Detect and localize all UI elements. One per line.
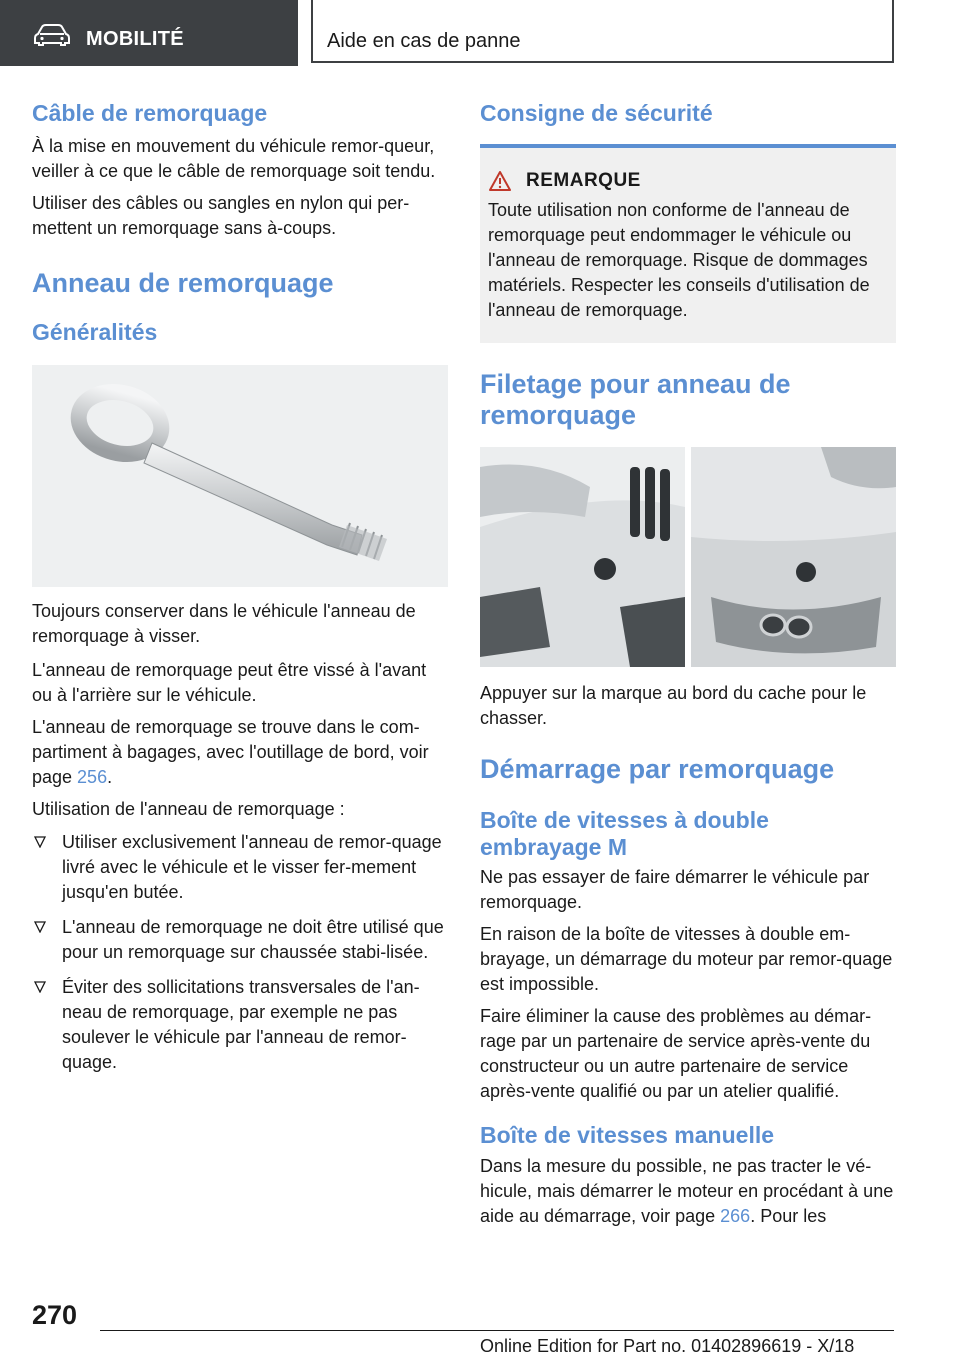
tow-ring-illustration xyxy=(32,365,448,587)
usage-list xyxy=(32,830,448,1075)
front-bumper-illustration xyxy=(480,447,685,667)
section-tab[interactable] xyxy=(0,0,298,66)
list-item xyxy=(32,915,448,965)
usage-paragraph: Utilisation de l'anneau de remorquage : xyxy=(32,798,345,819)
list-item xyxy=(32,830,448,905)
location-period: . xyxy=(107,766,113,787)
notice-header xyxy=(488,170,888,192)
manual-paragraph xyxy=(480,1154,896,1229)
screw-paragraph: L'anneau de remorquage peut être vissé à l'avant ou à l'arrière sur le véhicule. xyxy=(32,659,427,705)
list-item-text: Éviter des sollicitations transversales de l'an-neau de remorquage, par exemple ne pas soulever le véhicule par l'anneau de remor-quage. xyxy=(62,976,420,1072)
page-link-256[interactable]: 256 xyxy=(77,766,108,787)
dct-heading: Boîte de vitesses à double embrayage M xyxy=(480,806,769,860)
list-item-text: Utiliser exclusivement l'anneau de remor-quage livré avec le véhicule et le visser fer-mement jusqu'en butée. xyxy=(62,831,442,902)
car-icon xyxy=(34,24,70,46)
edition-note: Online Edition for Part no. 01402896619 - X/18 xyxy=(480,1336,855,1356)
list-item-text: L'anneau de remorquage ne doit être utilisé que pour un remorquage sur chaussée stabi-lisée. xyxy=(62,916,444,962)
section-label: MOBILITÉ xyxy=(86,28,184,50)
chapter-tab[interactable] xyxy=(311,0,894,63)
cable-paragraph-2: Utiliser des câbles ou sangles en nylon qui per-mettent un remorquage sans à-coups. xyxy=(32,192,410,238)
rear-bumper-photo xyxy=(691,447,896,667)
dct-paragraph-3: Faire éliminer la cause des problèmes au démar-rage par un partenaire de service après-vente du constructeur ou un autre partenaire de service après-vente qualifié ou par un atelier qualifié. xyxy=(480,1005,872,1101)
car-bumper-image xyxy=(480,447,896,667)
tow-ring-image xyxy=(32,365,448,587)
cable-paragraph-1: À la mise en mouvement du véhicule remor-queur, veiller à ce que le câble de remorquage soit tendu. xyxy=(32,135,436,181)
triangle-bullet-icon xyxy=(34,836,46,848)
dct-paragraph-1: Ne pas essayer de faire démarrer le véhicule par remorquage. xyxy=(480,866,870,912)
general-heading: Généralités xyxy=(32,318,158,345)
location-text: L'anneau de remorquage se trouve dans le com-partiment à bagages, avec l'outillage de bord, voir page xyxy=(32,716,429,787)
dct-paragraph-2: En raison de la boîte de vitesses à double em-brayage, un démarrage du moteur par remor-quage est impossible. xyxy=(480,923,893,994)
footer-divider xyxy=(100,1330,894,1331)
press-paragraph: Appuyer sur la marque au bord du cache pour le chasser. xyxy=(480,682,867,728)
keep-paragraph: Toujours conserver dans le véhicule l'anneau de remorquage à visser. xyxy=(32,600,416,646)
location-paragraph xyxy=(32,715,448,790)
manual-text: Dans la mesure du possible, ne pas tracter le vé-hicule, mais démarrer le moteur en procédant à une aide au démarrage, voir page xyxy=(480,1155,894,1226)
chapter-label: Aide en cas de panne xyxy=(327,30,521,52)
page-link-266[interactable]: 266 xyxy=(720,1205,751,1226)
triangle-bullet-icon xyxy=(34,921,46,933)
notice-text: Toute utilisation non conforme de l'anneau de remorquage peut endommager le véhicule ou l'anneau de remorquage. Risque de dommages matériels. Respecter les conseils d'utilisation de l'anneau de remorquage. xyxy=(488,199,870,320)
warning-triangle-icon xyxy=(488,170,512,192)
right-column xyxy=(480,100,896,1229)
front-bumper-photo xyxy=(480,447,685,667)
manual-heading: Boîte de vitesses manuelle xyxy=(480,1121,775,1148)
notice-title: REMARQUE xyxy=(526,169,641,191)
notice-box xyxy=(480,144,896,343)
safety-heading: Consigne de sécurité xyxy=(480,100,713,126)
triangle-bullet-icon xyxy=(34,981,46,993)
list-item xyxy=(32,975,448,1075)
ring-heading: Anneau de remorquage xyxy=(32,267,334,298)
rear-bumper-illustration xyxy=(691,447,896,667)
page-header xyxy=(0,0,960,66)
manual-text-end: . Pour les xyxy=(750,1205,827,1226)
left-column xyxy=(32,100,448,1075)
cable-heading: Câble de remorquage xyxy=(32,100,268,126)
tow-start-heading: Démarrage par remorquage xyxy=(480,753,835,784)
thread-heading: Filetage pour anneau de remorquage xyxy=(480,368,791,430)
page-number: 270 xyxy=(32,1300,78,1330)
